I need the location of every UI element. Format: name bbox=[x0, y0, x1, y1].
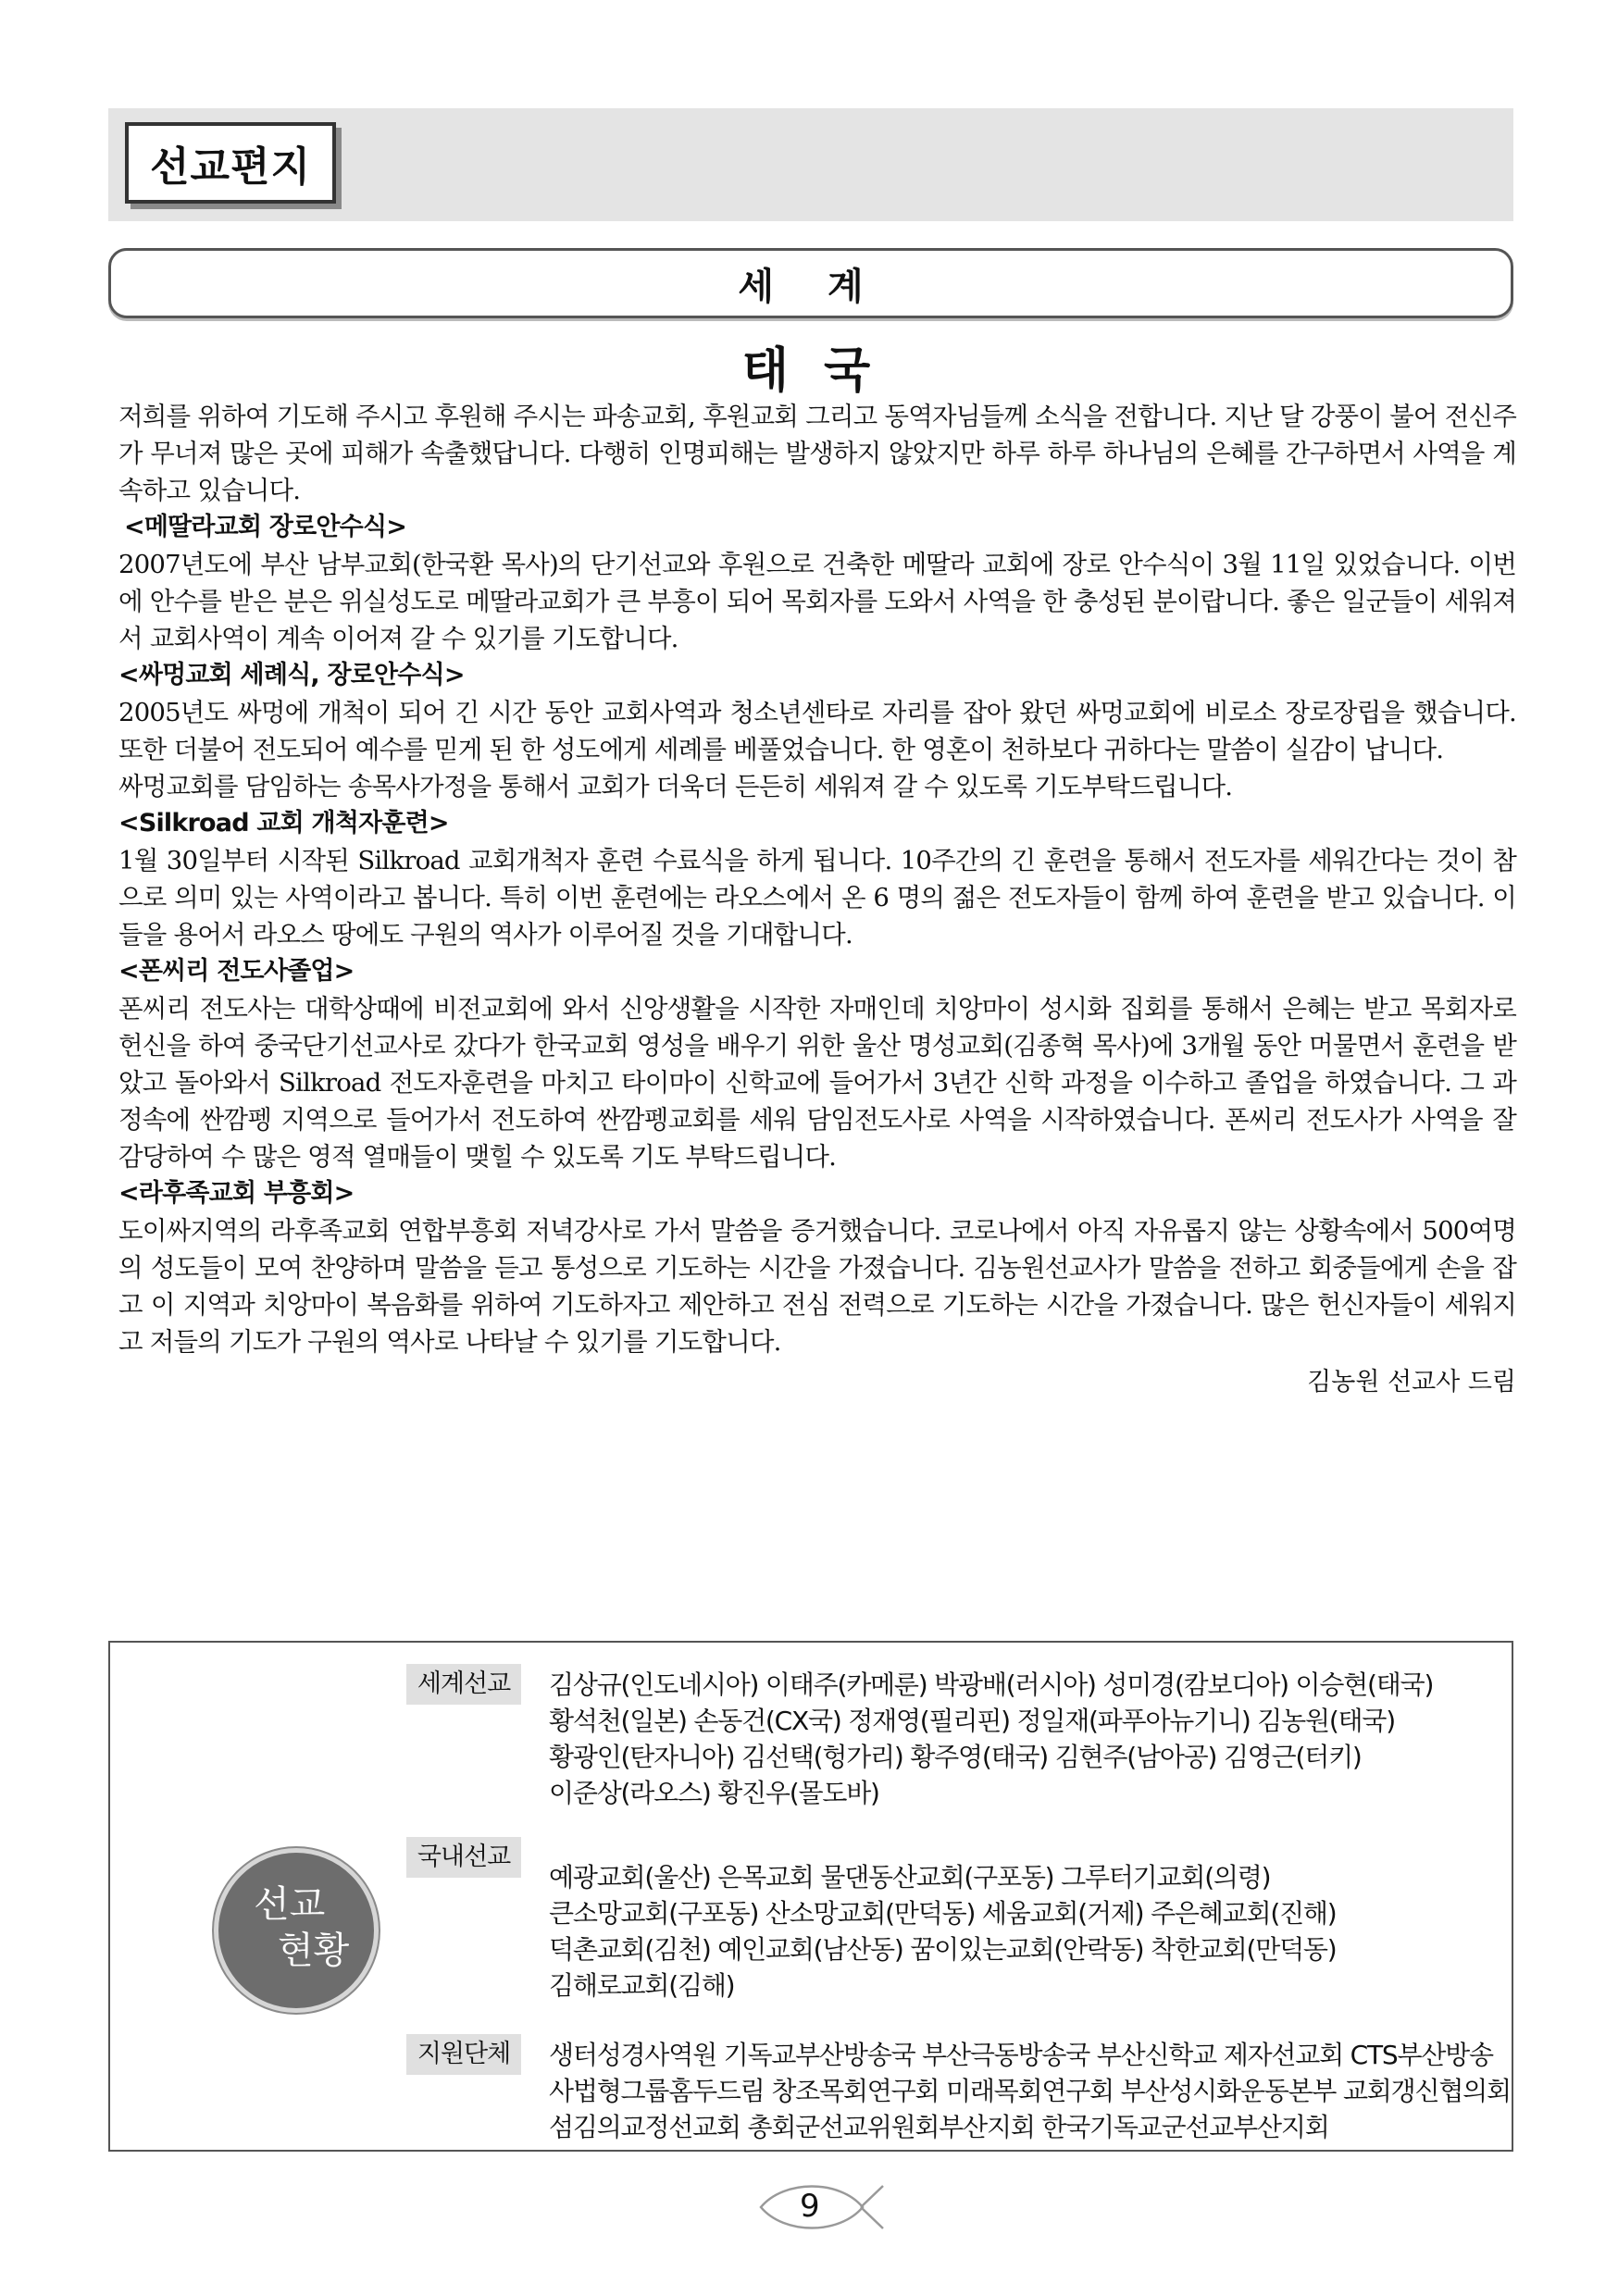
section-label-box bbox=[125, 122, 336, 204]
category-label-support: 지원단체 bbox=[406, 2034, 521, 2075]
section-title-bar bbox=[108, 248, 1513, 318]
page-number-text: 9 bbox=[800, 2188, 820, 2225]
category-list-world bbox=[549, 1667, 1493, 1811]
list-item: 덕촌교회(김천) 예인교회(남산동) 꿈이있는교회(안락동) 착한교회(만덕동) bbox=[549, 1934, 1337, 1965]
article-heading: <메딸라교회 장로안수식> bbox=[124, 513, 407, 541]
badge-line-1: 선교 bbox=[254, 1883, 326, 1926]
intro-paragraph: 저희를 위하여 기도해 주시고 후원해 주시는 파송교회, 후원교회 그리고 동역자님들께 소식을 전합니다. 지난 달 강풍이 불어 전신주가 무너져 많은 곳에 피해가 속출했답니다. 다행히 인명피해는 발생하지 않았지만 하루 하루 하나님의 은혜를 간구하면서 사역을 계속하고 있습니다. bbox=[118, 402, 1516, 505]
list-item: 이준상(라오스) 황진우(몰도바) bbox=[549, 1778, 879, 1808]
article-paragraph: 도이싸지역의 라후족교회 연합부흥회 저녁강사로 가서 말씀을 증거했습니다. 코로나에서 아직 자유롭지 않는 상황속에서 500여명의 성도들이 모여 찬양하며 말씀을 듣고 통성으로 기도하는 시간을 가졌습니다. 김농원선교사가 말씀을 전하고 회중들에게 손을 잡고 이 지역과 치앙마이 복음화를 위하여 기도하자고 제안하고 전심 전력으로 기도하는 시간을 가졌습니다. 많은 헌신자들이 세워지고 저들의 기도가 구원의 역사로 나타날 수 있기를 기도합니다. bbox=[118, 1216, 1516, 1357]
signature: 김농원 선교사 드림 bbox=[1307, 1368, 1516, 1396]
article-heading: <싸멍교회 세례식, 장로안수식> bbox=[118, 661, 465, 689]
section-label: 선교편지 bbox=[149, 143, 311, 191]
list-item: 섬김의교정선교회 총회군선교위원회부산지회 한국기독교군선교부산지회 bbox=[549, 2112, 1329, 2142]
page-number bbox=[752, 2175, 890, 2240]
category-label-domestic: 국내선교 bbox=[406, 1837, 521, 1878]
list-item: 황광인(탄자니아) 김선택(헝가리) 황주영(태국) 김현주(남아공) 김영근(터키) bbox=[549, 1742, 1362, 1772]
category-label-world: 세계선교 bbox=[406, 1664, 521, 1705]
list-item: 김해로교회(김해) bbox=[549, 1970, 735, 2001]
header-band bbox=[108, 108, 1513, 221]
category-list-support bbox=[549, 2037, 1511, 2145]
list-item: 큰소망교회(구포동) 산소망교회(만덕동) 세움교회(거제) 주은혜교회(진해) bbox=[549, 1898, 1337, 1929]
list-item: 사법형그룹홈두드림 창조목회연구회 미래목회연구회 부산성시화운동본부 교회갱신협의회 bbox=[549, 2076, 1511, 2106]
article-paragraph: 싸멍교회를 담임하는 송목사가정을 통해서 교회가 더욱더 든든히 세워져 갈 수 있도록 기도부탁드립니다. bbox=[118, 772, 1233, 801]
article-paragraph: 1월 30일부터 시작된 Silkroad 교회개척자 훈련 수료식을 하게 됩니다. 10주간의 긴 훈련을 통해서 전도자를 세워간다는 것이 참으로 의미 있는 사역이라고 봅니다. 특히 이번 훈련에는 라오스에서 온 6 명의 젊은 전도자들이 함께 하여 훈련을 받고 있습니다. 이들을 용어서 라오스 땅에도 구원의 역사가 이루어질 것을 기대합니다. bbox=[118, 846, 1516, 949]
article-paragraph: 2005년도 싸멍에 개척이 되어 긴 시간 동안 교회사역과 청소년센타로 자리를 잡아 왔던 싸멍교회에 비로소 장로장립을 했습니다. 또한 더불어 전도되어 예수를 믿게 된 한 성도에게 세례를 베풀었습니다. 한 영혼이 천하보다 귀하다는 말씀이 실감이 납니다. bbox=[118, 698, 1516, 764]
article-paragraph: 2007년도에 부산 남부교회(한국환 목사)의 단기선교와 후원으로 건축한 메딸라 교회에 장로 안수식이 3월 11일 있었습니다. 이번에 안수를 받은 분은 위실성도로 메딸라교회가 큰 부흥이 되어 목회자를 도와서 사역을 한 충성된 분이랍니다. 좋은 일군들이 세워져서 교회사역이 계속 이어져 갈 수 있기를 기도합니다. bbox=[118, 550, 1516, 653]
list-item: 김상규(인도네시아) 이태주(카메룬) 박광배(러시아) 성미경(캄보디아) 이승현(태국) bbox=[549, 1669, 1434, 1700]
list-item: 황석천(일본) 손동건(CX국) 정재영(필리핀) 정일재(파푸아뉴기니) 김농원(태국) bbox=[549, 1706, 1395, 1736]
article-heading: <Silkroad 교회 개척자훈련> bbox=[118, 809, 449, 838]
article-heading: <라후족교회 부흥회> bbox=[118, 1179, 355, 1208]
list-item: 생터성경사역원 기독교부산방송국 부산극동방송국 부산신학교 제자선교회 CTS부산방송 bbox=[549, 2040, 1493, 2070]
mission-status-badge bbox=[214, 1848, 379, 2013]
article-heading: <폰씨리 전도사졸업> bbox=[118, 957, 355, 986]
section-title: 세 계 bbox=[738, 265, 884, 308]
list-item: 예광교회(울산) 은목교회 물댄동산교회(구포동) 그루터기교회(의령) bbox=[549, 1862, 1271, 1893]
article-paragraph: 폰씨리 전도사는 대학상때에 비전교회에 와서 신앙생활을 시작한 자매인데 치앙마이 성시화 집회를 통해서 은혜는 받고 목회자로 헌신을 하여 중국단기선교사로 갔다가 한국교회 영성을 배우기 위한 울산 명성교회(김종혁 목사)에 3개월 동안 머물면서 훈련을 받았고 돌아와서 Silkroad 전도자훈련을 마치고 타이마이 신학교에 들어가서 3년간 신학 과정을 이수하고 졸업을 하였습니다. 그 과정속에 싼깜펭 지역으로 들어가서 전도하여 싼깜펭교회를 세워 담임전도사로 사역을 시작하였습니다. 폰씨리 전도사가 사역을 잘 감당하여 수 많은 영적 열매들이 맺힐 수 있도록 기도 부탁드립니다. bbox=[118, 994, 1516, 1172]
category-list-domestic bbox=[549, 1859, 1493, 2004]
article-body bbox=[118, 398, 1516, 1405]
mission-status-box bbox=[108, 1641, 1513, 2152]
fish-icon bbox=[752, 2175, 890, 2240]
badge-line-2: 현황 bbox=[278, 1930, 350, 1972]
country-title: 태 국 bbox=[741, 343, 880, 399]
